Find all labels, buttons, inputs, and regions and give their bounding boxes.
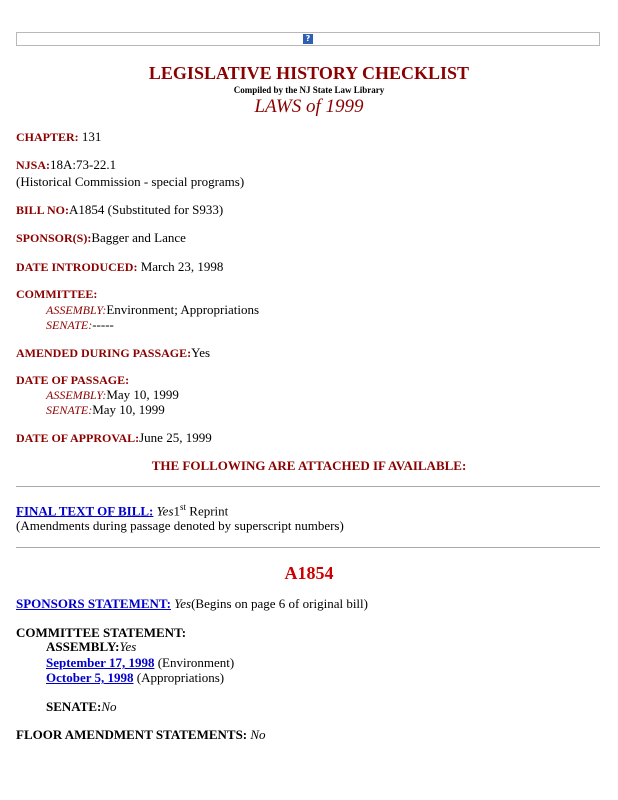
chapter-label: CHAPTER: [16, 130, 79, 144]
sponsors-statement-row [16, 596, 368, 612]
top-frame [16, 32, 600, 46]
committee-statement-assembly-row [46, 639, 136, 655]
divider [16, 547, 600, 548]
committee-statement-senate-row [46, 699, 117, 715]
passage-assembly-row [46, 387, 179, 403]
sponsors-statement-note: (Begins on page 6 of original bill) [191, 596, 368, 611]
date-introduced-value: March 23, 1998 [140, 259, 224, 274]
committee-senate-value: ----- [92, 317, 114, 332]
reprint-superscript: st [180, 502, 187, 512]
committee-senate-label: SENATE: [46, 318, 93, 332]
date-introduced-row [16, 259, 223, 275]
chapter-value: 131 [81, 129, 102, 144]
committee-statement-assembly-value: Yes [119, 639, 137, 654]
committee-label: COMMITTEE: [16, 287, 98, 301]
committee-senate-row [46, 317, 114, 333]
reprint-text: Reprint [186, 503, 229, 519]
attached-heading: THE FOLLOWING ARE ATTACHED IF AVAILABLE: [151, 458, 467, 473]
bill-value: A1854 (Substituted for S933) [69, 202, 224, 217]
approval-value: June 25, 1999 [139, 430, 212, 445]
amended-label: AMENDED DURING PASSAGE: [16, 346, 192, 360]
passage-assembly-label: ASSEMBLY: [46, 388, 107, 402]
final-text-note: (Amendments during passage denoted by superscript numbers) [16, 518, 344, 533]
sponsor-value: Bagger and Lance [91, 230, 186, 245]
passage-senate-value: May 10, 1999 [92, 402, 165, 417]
floor-amendment-label: FLOOR AMENDMENT STATEMENTS: [16, 727, 248, 742]
njsa-label: NJSA: [16, 158, 51, 172]
committee-assembly-label: ASSEMBLY: [46, 303, 107, 317]
committee-statement-link-row-1 [46, 655, 234, 671]
chapter-row [16, 129, 101, 145]
committee-assembly-row [46, 302, 259, 318]
laws-heading: LAWS of 1999 [254, 96, 364, 117]
passage-senate-label: SENATE: [46, 403, 93, 417]
september-statement-note: (Environment) [154, 655, 235, 670]
date-introduced-label: DATE INTRODUCED: [16, 260, 138, 274]
final-text-link[interactable]: FINAL TEXT OF BILL: [16, 503, 154, 519]
final-text-row [16, 502, 228, 519]
njsa-row [16, 157, 116, 173]
approval-label: DATE OF APPROVAL: [16, 431, 140, 445]
approval-row [16, 430, 212, 446]
sponsors-statement-yes: Yes [174, 596, 192, 611]
floor-amendment-value: No [250, 727, 266, 742]
help-icon[interactable]: ? [303, 34, 313, 44]
bill-label: BILL NO: [16, 203, 70, 217]
floor-amendment-row [16, 727, 266, 743]
committee-statement-assembly-label: ASSEMBLY: [46, 639, 120, 654]
divider [16, 486, 600, 487]
passage-assembly-value: May 10, 1999 [106, 387, 179, 402]
committee-statement-senate-value: No [101, 699, 117, 714]
sponsor-row [16, 230, 186, 246]
bill-row [16, 202, 223, 218]
committee-statement-heading: COMMITTEE STATEMENT: [16, 625, 187, 640]
sponsors-statement-link[interactable]: SPONSORS STATEMENT: [16, 596, 171, 611]
njsa-note: (Historical Commission - special programs) [16, 174, 245, 189]
september-statement-link[interactable]: September 17, 1998 [46, 655, 155, 670]
october-statement-link[interactable]: October 5, 1998 [46, 670, 134, 685]
page-title: LEGISLATIVE HISTORY CHECKLIST [148, 63, 470, 83]
page-subtitle: Compiled by the NJ State Law Library [233, 85, 385, 95]
passage-senate-row [46, 402, 165, 418]
passage-label: DATE OF PASSAGE: [16, 373, 130, 387]
october-statement-note: (Appropriations) [133, 670, 225, 685]
amended-value: Yes [191, 345, 211, 360]
final-text-yes: Yes [156, 503, 174, 519]
reprint-number: 1 [173, 503, 181, 519]
bill-number-heading: A1854 [284, 563, 334, 583]
committee-statement-link-row-2 [46, 670, 224, 686]
committee-assembly-value: Environment; Appropriations [106, 302, 260, 317]
sponsor-label: SPONSOR(S): [16, 231, 92, 245]
amended-row [16, 345, 210, 361]
njsa-value: 18A:73-22.1 [50, 157, 117, 172]
committee-statement-senate-label: SENATE: [46, 699, 102, 714]
